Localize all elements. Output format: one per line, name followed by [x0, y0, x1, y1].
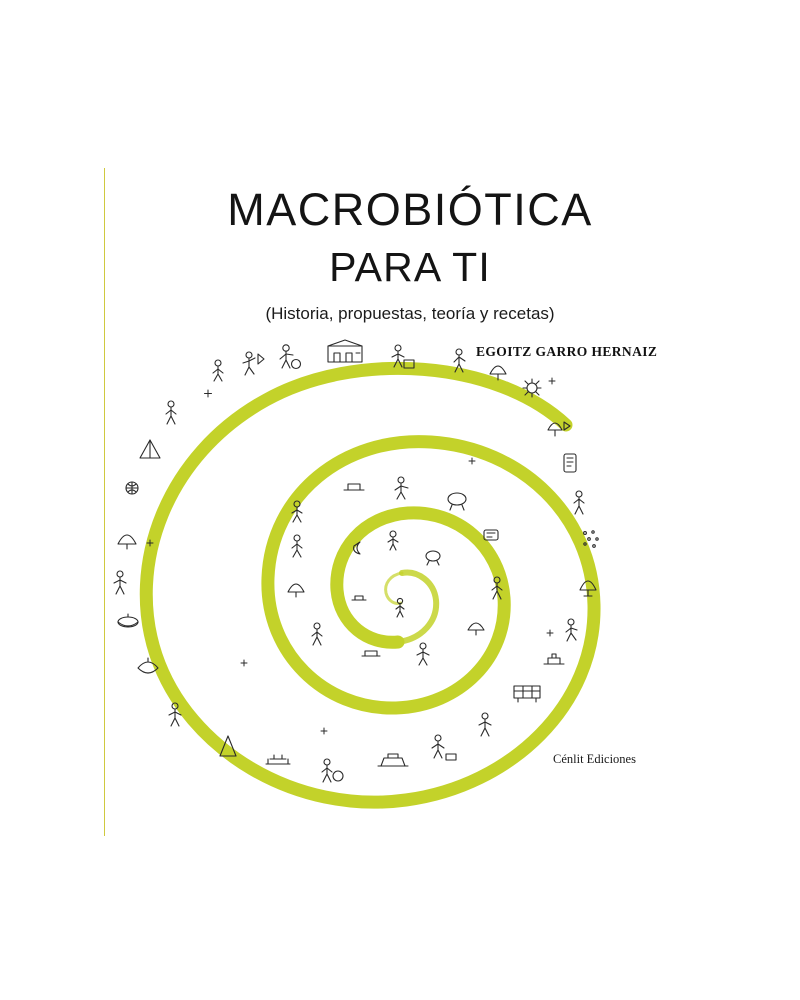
spiral-of-doodles-artwork — [96, 330, 656, 830]
page-title: MACROBIÓTICA — [227, 184, 593, 235]
title-block — [110, 186, 710, 324]
publisher-name: Cénlit Ediciones — [553, 752, 636, 766]
page-subtitle: PARA TI — [329, 244, 491, 291]
author-name: EGOITZ GARRO HERNAIZ — [476, 344, 658, 359]
title-parenthetical: (Historia, propuestas, teoría y recetas) — [265, 304, 555, 324]
